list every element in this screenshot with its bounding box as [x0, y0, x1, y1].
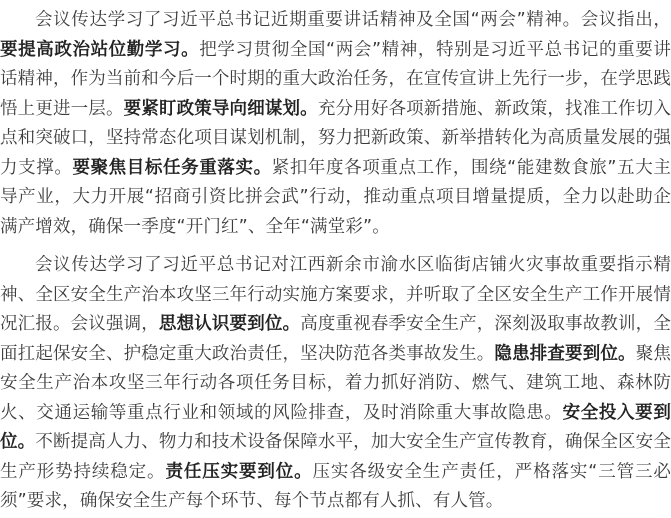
text-run: 聚焦安全生产治本攻坚三年行动各项任务目标，着力抓好消防、燃气、建筑工地、森林防火、交通运输等重点行业和领域的风险排查，及时消除重大事故隐患。: [0, 343, 671, 423]
bold-highlight: 责任压实要到位。: [165, 461, 313, 482]
paragraph-2: [0, 251, 671, 517]
text-run: 会议传达学习了习近平总书记对江西新余市渝水区临街店铺火灾事故重要指示精神、全区安全生产治本攻坚三年行动实施方案要求，并听取了全区安全生产工作开展情况汇报。会议强调，: [0, 255, 671, 334]
bold-highlight: 要提高政治站位勤学习。: [0, 39, 200, 60]
paragraph-1: [0, 6, 671, 242]
text-run: 把学习贯彻全国“两会”精神，特别是习近平总书记的重要讲话精神，作为当前和今后一个时期的重大政治任务，在宣传宣讲上先行一步，在学思践悟上更进一层。: [0, 39, 671, 119]
bold-highlight: 要聚焦目标任务重落实。: [72, 157, 272, 178]
bold-highlight: 思想认识要到位。: [158, 314, 301, 334]
bold-highlight: 要紧盯政策导向细谋划。: [123, 98, 318, 119]
text-run: 充分用好各项新措施、新政策，找准工作切入点和突破口，坚持常态化项目谋划机制，努力把新政策、新举措转化为高质量发展的强力支撑。: [0, 98, 671, 178]
bold-highlight: 隐患排查要到位。: [494, 343, 636, 364]
text-run: 高度重视春季安全生产，深刻汲取事故教训，全面扛起保安全、护稳定重大政治责任，坚决防范各类事故发生。: [0, 314, 671, 364]
text-run: 不断提高人力、物力和技术设备保障水平，加大安全生产宣传教育，确保全区安全生产形势持续稳定。: [0, 432, 671, 482]
text-run: 会议传达学习了习近平总书记近期重要讲话精神及全国“两会”精神。会议指出，: [35, 10, 671, 30]
bold-highlight: 安全投入要到位。: [0, 402, 671, 452]
text-run: 压实各级安全生产责任，严格落实“三管三必须”要求，确保安全生产每个环节、每个节点都有人抓、有人管。: [0, 461, 671, 511]
text-run: 紧扣年度各项重点工作，围绕“能建数食旅”五大主导产业，大力开展“招商引资比拼会武”行动，推动重点项目增量提质，全力以赴助企满产增效，确保一季度“开门红”、全年“满堂彩”。: [0, 157, 671, 237]
